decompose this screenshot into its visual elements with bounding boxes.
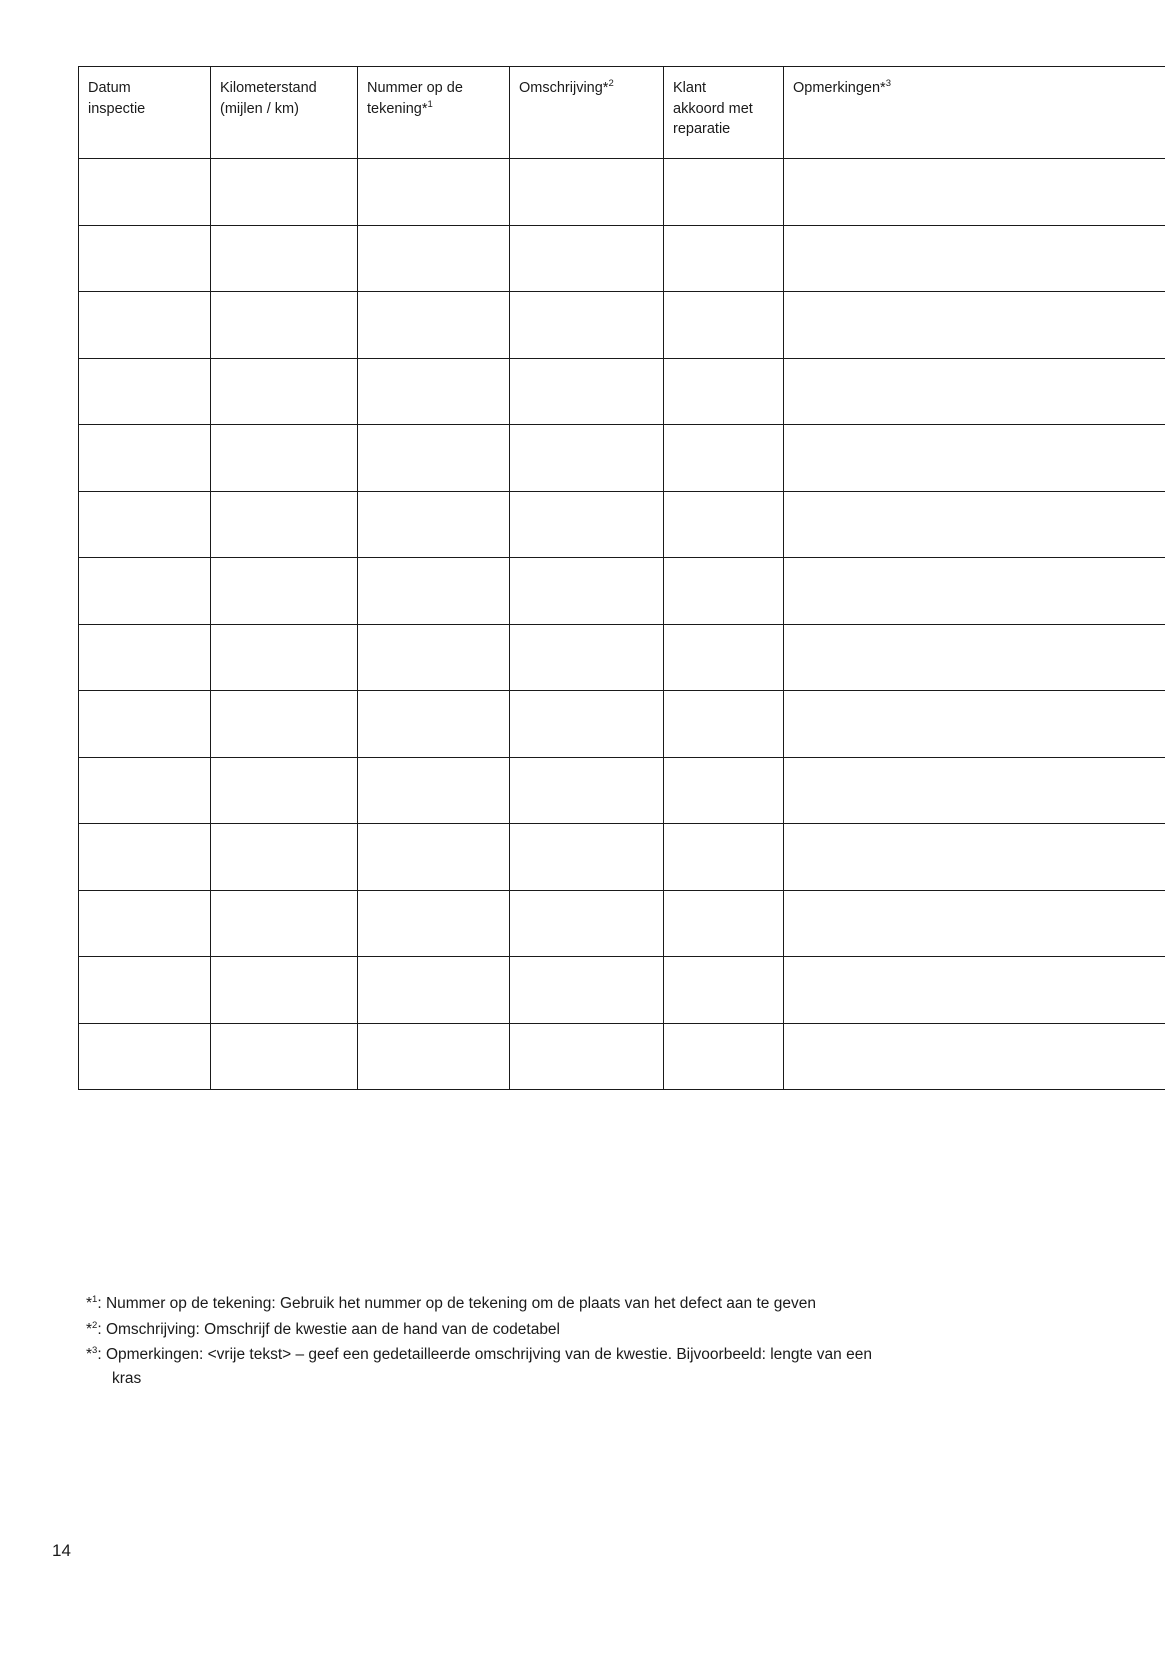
table-cell-empty[interactable] (358, 358, 510, 425)
table-cell-empty[interactable] (358, 890, 510, 957)
table-cell-empty[interactable] (510, 757, 664, 824)
footnote-marker-text: * (86, 1320, 93, 1338)
table-cell-empty[interactable] (510, 225, 664, 292)
table-cell-empty[interactable] (510, 824, 664, 891)
table-row (79, 292, 1165, 359)
column-header-text: tekening* (367, 100, 428, 117)
table-cell-empty[interactable] (79, 558, 211, 625)
table-cell-empty[interactable] (79, 358, 211, 425)
table-cell-empty[interactable] (664, 890, 784, 957)
table-cell-empty[interactable] (358, 225, 510, 292)
column-header-line (367, 99, 500, 120)
footnotes-block (86, 1292, 1086, 1392)
table-row (79, 558, 1165, 625)
footnote-ref: 3 (885, 78, 891, 90)
footnote-marker-number: 3 (92, 1344, 98, 1356)
column-header-line: Kilometerstand (220, 80, 317, 96)
column-header-line: Datum (88, 80, 131, 96)
page-number: 14 (52, 1541, 71, 1560)
table-cell-empty[interactable] (664, 824, 784, 891)
footnote-ref: 1 (427, 98, 433, 110)
table-cell-empty[interactable] (79, 225, 211, 292)
footnote-marker-text: * (86, 1295, 93, 1312)
table-cell-empty[interactable] (211, 491, 358, 558)
column-header-line: reparatie (673, 121, 731, 138)
column-header-datum-inspectie (79, 67, 211, 159)
table-cell-empty[interactable] (79, 824, 211, 891)
footnote-marker (86, 1346, 97, 1363)
table-cell-empty[interactable] (510, 491, 664, 558)
table-cell-empty[interactable] (79, 957, 211, 1024)
table-cell-empty[interactable] (510, 159, 664, 226)
table-cell-empty[interactable] (211, 957, 358, 1024)
table-cell-empty[interactable] (211, 824, 358, 891)
table-cell-empty[interactable] (664, 425, 784, 492)
column-header-line (793, 78, 1165, 99)
table-cell-empty[interactable] (784, 292, 1165, 359)
footnote-marker (86, 1321, 97, 1338)
table-cell-empty[interactable] (510, 890, 664, 957)
table-row (79, 624, 1165, 691)
column-header-text: Omschrijving* (519, 80, 609, 96)
table-cell-empty[interactable] (510, 425, 664, 492)
column-header-line (519, 78, 654, 99)
table-cell-empty[interactable] (784, 425, 1165, 492)
column-header-line: inspectie (88, 100, 146, 117)
table-cell-empty[interactable] (79, 757, 211, 824)
table-cell-empty[interactable] (784, 225, 1165, 292)
table-cell-empty[interactable] (211, 624, 358, 691)
table-row (79, 1023, 1165, 1090)
table-cell-empty[interactable] (664, 757, 784, 824)
table-cell-empty[interactable] (211, 1023, 358, 1090)
table-cell-empty[interactable] (510, 691, 664, 758)
table-cell-empty[interactable] (358, 558, 510, 625)
table-row (79, 225, 1165, 292)
table-cell-empty[interactable] (79, 1023, 211, 1090)
table-cell-empty[interactable] (79, 624, 211, 691)
table-header (79, 67, 1165, 159)
inspection-table (78, 66, 1165, 1090)
table-cell-empty[interactable] (211, 890, 358, 957)
table-cell-empty[interactable] (358, 159, 510, 226)
table-cell-empty[interactable] (211, 757, 358, 824)
column-header-line: akkoord met (673, 100, 753, 117)
footnote-item (86, 1343, 1086, 1390)
table-cell-empty[interactable] (784, 624, 1165, 691)
table-cell-empty[interactable] (79, 691, 211, 758)
table-cell-empty[interactable] (784, 558, 1165, 625)
footnote-text: : Nummer op de tekening: Gebruik het nummer op de tekening om de plaats van het defect aan te geven (97, 1295, 816, 1312)
table-cell-empty[interactable] (664, 159, 784, 226)
footnote-marker (86, 1295, 97, 1312)
column-header-nummer-op-de-tekening (358, 67, 510, 159)
column-header-line: (mijlen / km) (220, 100, 299, 117)
table-cell-empty[interactable] (510, 624, 664, 691)
footnote-item (86, 1318, 1086, 1342)
table-cell-empty[interactable] (211, 225, 358, 292)
footnote-marker-number: 2 (92, 1319, 98, 1331)
table-cell-empty[interactable] (784, 757, 1165, 824)
table-cell-empty[interactable] (784, 691, 1165, 758)
table-cell-empty[interactable] (510, 292, 664, 359)
table-cell-empty[interactable] (510, 1023, 664, 1090)
table-cell-empty[interactable] (358, 425, 510, 492)
table-cell-empty[interactable] (510, 558, 664, 625)
table-cell-empty[interactable] (784, 1023, 1165, 1090)
table-cell-empty[interactable] (664, 691, 784, 758)
table-cell-empty[interactable] (784, 957, 1165, 1024)
table-row (79, 957, 1165, 1024)
footnote-ref: 2 (608, 78, 614, 90)
table-cell-empty[interactable] (358, 491, 510, 558)
table-cell-empty[interactable] (211, 691, 358, 758)
table-body (79, 159, 1165, 1090)
table-cell-empty[interactable] (664, 292, 784, 359)
table-cell-empty[interactable] (79, 159, 211, 226)
column-header-opmerkingen (784, 67, 1165, 159)
table-cell-empty[interactable] (510, 358, 664, 425)
table-cell-empty[interactable] (664, 491, 784, 558)
footnote-continuation: kras (112, 1369, 142, 1387)
column-header-kilometerstand (211, 67, 358, 159)
table-cell-empty[interactable] (211, 558, 358, 625)
column-header-line: Nummer op de (367, 80, 463, 96)
column-header-text: Opmerkingen* (793, 80, 886, 96)
column-header-omschrijving (510, 67, 664, 159)
table-cell-empty[interactable] (664, 624, 784, 691)
table-cell-empty[interactable] (211, 292, 358, 359)
table-cell-empty[interactable] (664, 558, 784, 625)
table-cell-empty[interactable] (79, 292, 211, 359)
table-cell-empty[interactable] (79, 491, 211, 558)
inspection-log-sheet (78, 66, 1086, 1090)
table-cell-empty[interactable] (358, 292, 510, 359)
table-cell-empty[interactable] (784, 824, 1165, 891)
table-cell-empty[interactable] (358, 691, 510, 758)
table-row (79, 824, 1165, 891)
table-cell-empty[interactable] (358, 957, 510, 1024)
table-cell-empty[interactable] (664, 358, 784, 425)
table-cell-empty[interactable] (358, 824, 510, 891)
table-cell-empty[interactable] (664, 957, 784, 1024)
table-cell-empty[interactable] (784, 890, 1165, 957)
table-cell-empty[interactable] (664, 225, 784, 292)
table-cell-empty[interactable] (664, 1023, 784, 1090)
table-cell-empty[interactable] (784, 358, 1165, 425)
footnote-marker-text: * (86, 1346, 93, 1364)
table-row (79, 757, 1165, 824)
column-header-klant-akkoord (664, 67, 784, 159)
table-cell-empty[interactable] (510, 957, 664, 1024)
table-row (79, 890, 1165, 957)
table-header-row (79, 67, 1165, 159)
table-cell-empty[interactable] (211, 159, 358, 226)
footnote-item (86, 1292, 1086, 1316)
table-row (79, 691, 1165, 758)
table-row (79, 425, 1165, 492)
table-cell-empty[interactable] (784, 159, 1165, 226)
table-row (79, 358, 1165, 425)
table-cell-empty[interactable] (79, 425, 211, 492)
column-header-line: Klant (673, 80, 707, 96)
footnote-text: : Opmerkingen: <vrije tekst> – geef een gedetailleerde omschrijving van de kwestie. Bijvoorbeeld: lengte van een (97, 1346, 872, 1364)
table-cell-empty[interactable] (79, 890, 211, 957)
footnote-marker-number: 1 (92, 1293, 98, 1305)
table-cell-empty[interactable] (784, 491, 1165, 558)
table-row (79, 491, 1165, 558)
table-cell-empty[interactable] (211, 358, 358, 425)
table-cell-empty[interactable] (358, 1023, 510, 1090)
table-cell-empty[interactable] (358, 757, 510, 824)
table-cell-empty[interactable] (211, 425, 358, 492)
table-cell-empty[interactable] (358, 624, 510, 691)
footnote-text: : Omschrijving: Omschrijf de kwestie aan de hand van de codetabel (97, 1320, 560, 1338)
table-row (79, 159, 1165, 226)
